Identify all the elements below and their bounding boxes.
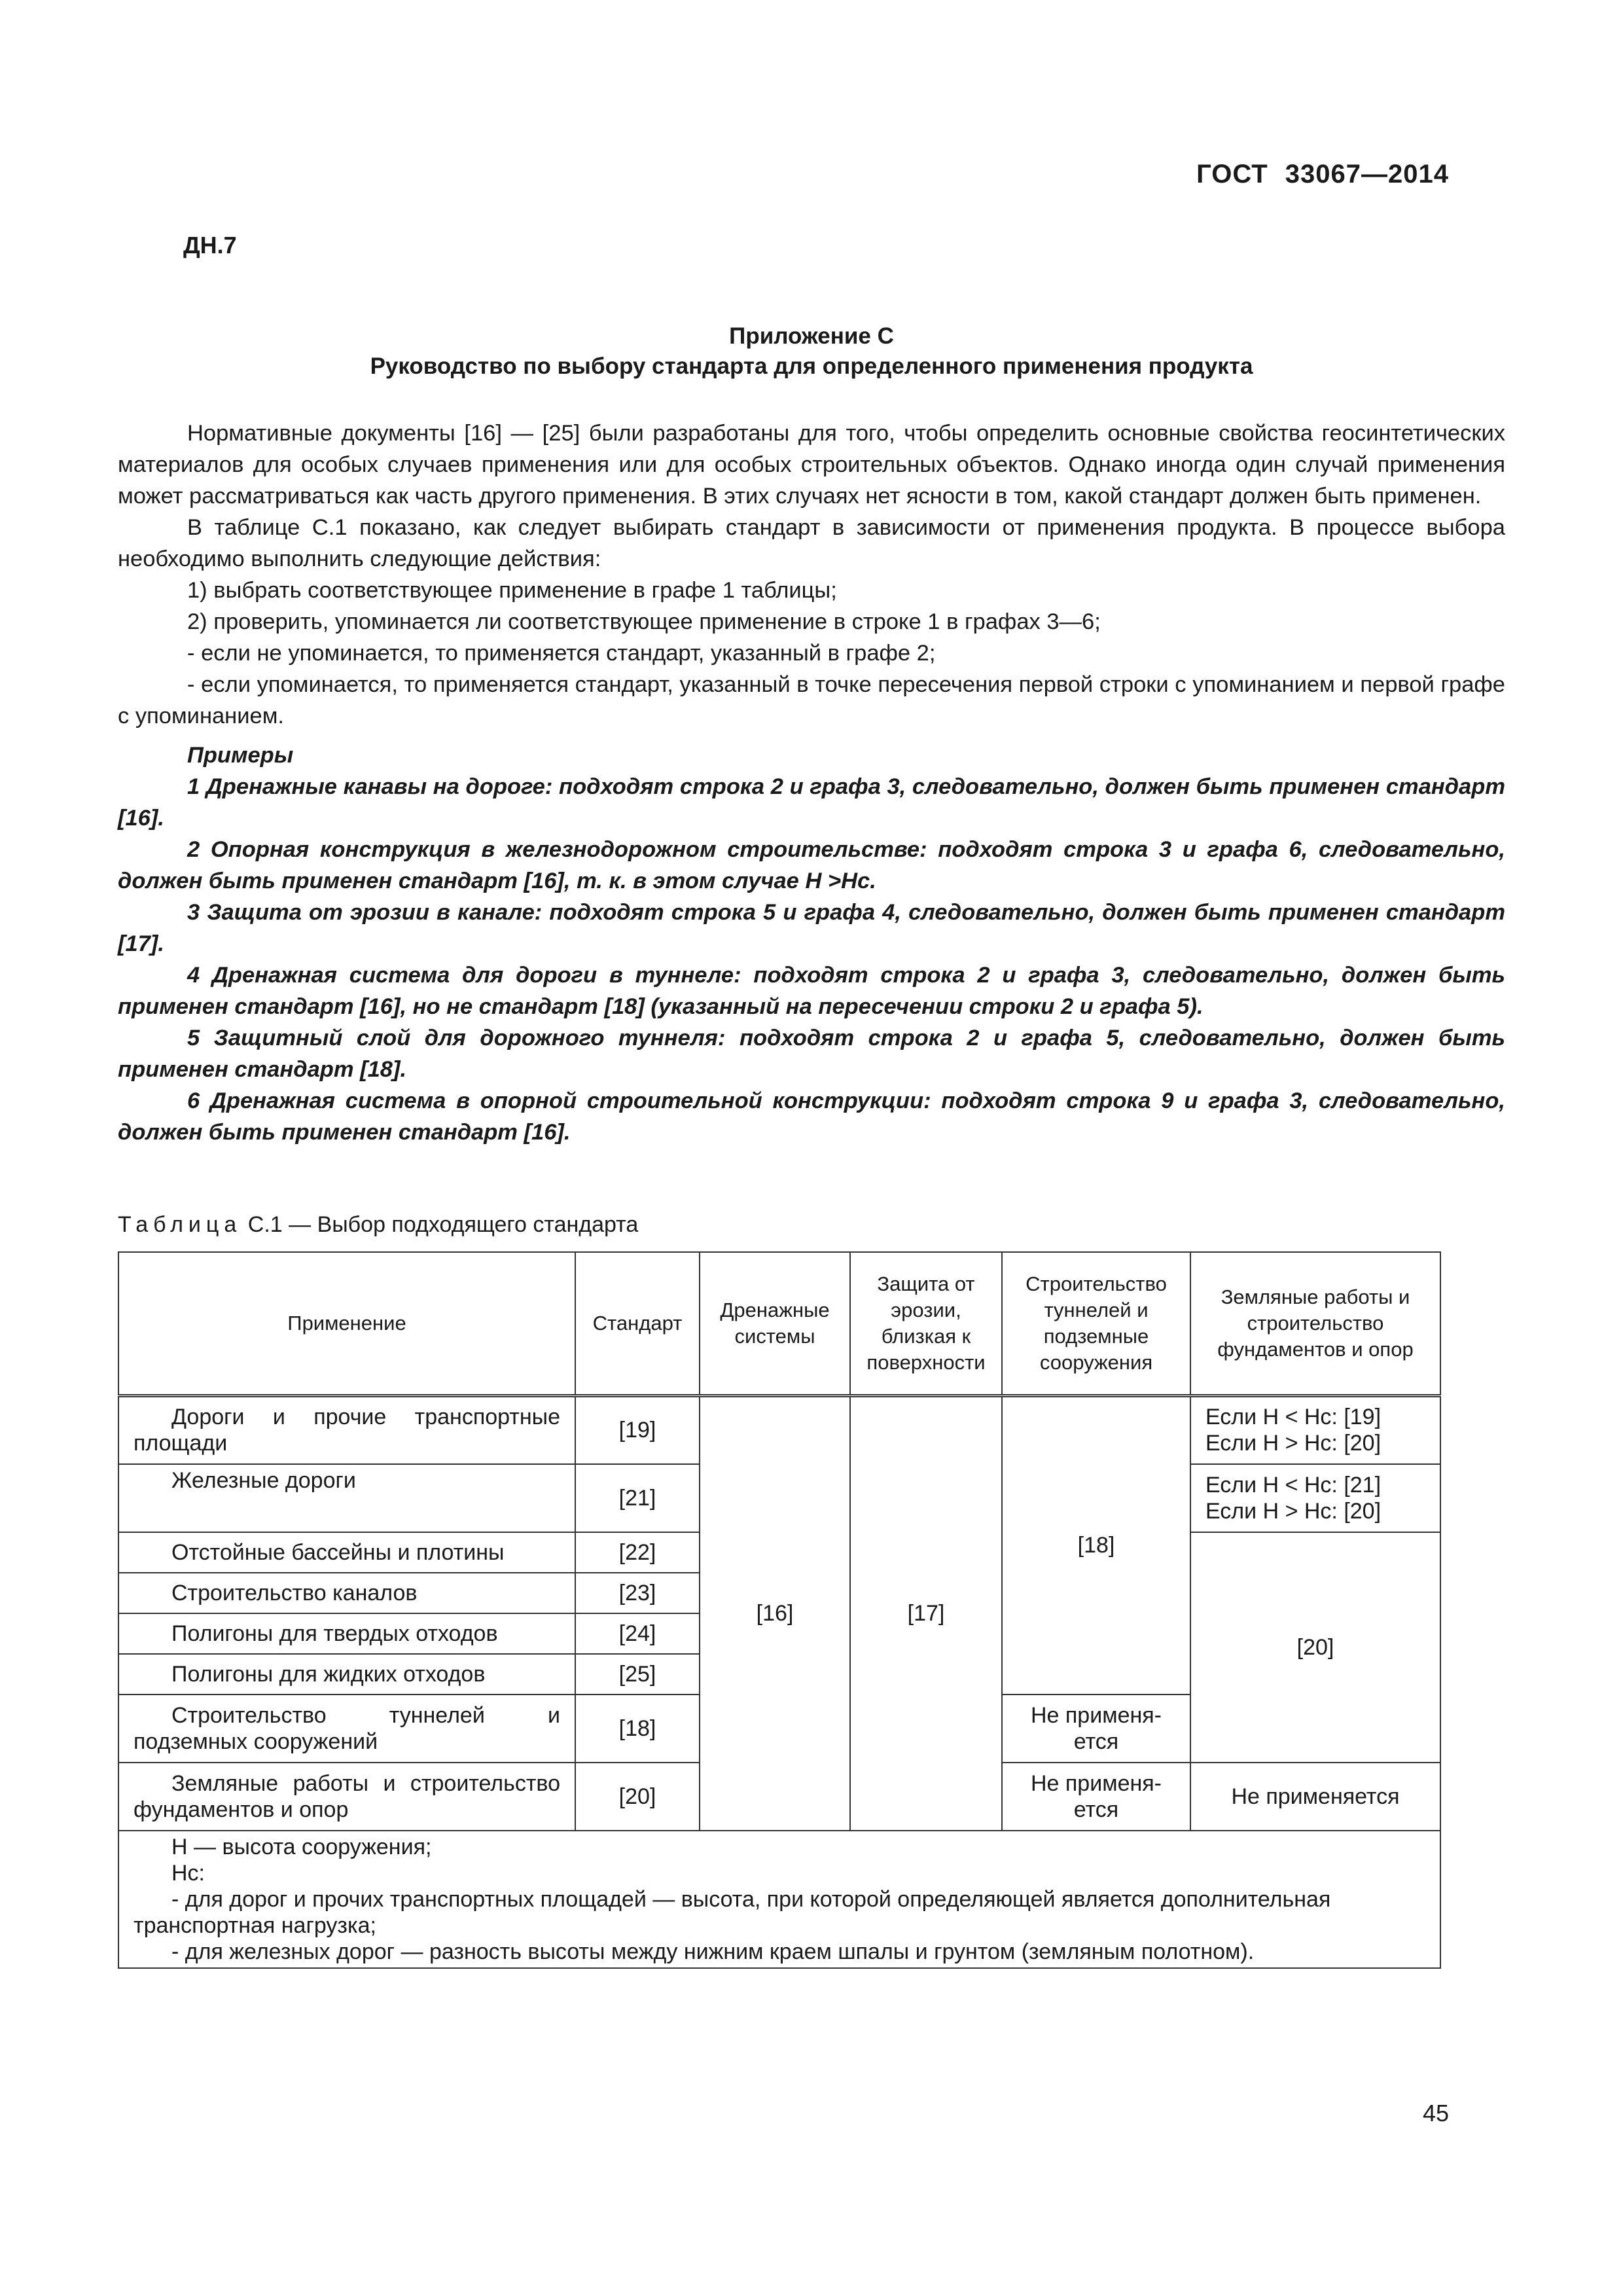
- example-item: 5 Защитный слой для дорожного туннеля: подходят строка 2 и графа 5, следовательно, должен быть применен стандарт [18].: [118, 1026, 1505, 1082]
- application-cell: Строительство каналов: [118, 1573, 575, 1613]
- condition-line: Если H > Hc: [20]: [1205, 1431, 1382, 1456]
- table-caption-text: С.1 — Выбор подходящего стандарта: [247, 1212, 639, 1237]
- application-cell: Железные дороги: [118, 1464, 575, 1532]
- example-item: 4 Дренажная система для дороги в туннеле: подходят строка 2 и графа 3, следовательно, должен быть применен стандарт [16], но не стандарт [18] (указанный на пересечении строки 2 и графа 5).: [118, 963, 1505, 1019]
- standard-cell: [18]: [575, 1695, 700, 1763]
- table-footnote: [118, 1831, 1440, 1968]
- drainage-cell: [16]: [700, 1396, 850, 1831]
- table-row: [118, 1396, 1440, 1464]
- standards-table: [118, 1251, 1441, 1969]
- application-cell: Отстойные бассейны и плотины: [118, 1532, 575, 1573]
- application-cell: Полигоны для жидких отходов: [118, 1654, 575, 1695]
- example-item: 2 Опорная конструкция в железнодорожном строительстве: подходят строка 3 и графа 6, следовательно, должен быть применен стандарт [16], т. к. в этом случае H >Hc.: [118, 837, 1505, 893]
- footnote-line: Hc:: [171, 1860, 205, 1886]
- table-header-row: [118, 1252, 1440, 1396]
- condition-cell: [1190, 1464, 1440, 1532]
- not-applicable-cell: Не применяется: [1190, 1763, 1440, 1831]
- example-item: 3 Защита от эрозии в канале: подходят строка 5 и графа 4, следовательно, должен быть применен стандарт [17].: [118, 900, 1505, 956]
- condition-line: Если H < Hc: [19]: [1205, 1405, 1382, 1430]
- appendix-subtitle: Руководство по выбору стандарта для определенного применения продукта: [370, 353, 1253, 379]
- step-item: 1) выбрать соответствующее применение в графе 1 таблицы;: [187, 578, 837, 603]
- header-tunnels: Строительство туннелей и подземные сооружения: [1002, 1252, 1190, 1396]
- header-standard: Стандарт: [575, 1252, 700, 1396]
- table-caption-label: Таблица: [118, 1212, 242, 1237]
- footnote-line: H — высота сооружения;: [171, 1834, 432, 1859]
- examples-heading: Примеры: [187, 743, 294, 768]
- standard-designation: ГОСТ 33067—2014: [1196, 160, 1449, 188]
- standard-cell: [21]: [575, 1464, 700, 1532]
- standard-cell: [24]: [575, 1613, 700, 1654]
- paragraph: В таблице С.1 показано, как следует выбирать стандарт в зависимости от применения продукта. В процессе выбора необходимо выполнить следующие действия:: [118, 515, 1505, 571]
- step-item: 2) проверить, упоминается ли соответствующее применение в строке 1 в графах 3—6;: [187, 609, 1101, 634]
- application-cell: Полигоны для твердых отходов: [118, 1613, 575, 1654]
- document-mark: ДН.7: [183, 232, 237, 259]
- appendix-title: Приложение С: [729, 323, 894, 349]
- not-applicable-cell: Не применя-ется: [1002, 1695, 1190, 1763]
- condition-line: Если H > Hc: [20]: [1205, 1498, 1382, 1524]
- not-applicable-cell: Не применя-ется: [1002, 1763, 1190, 1831]
- header-application: Применение: [118, 1252, 575, 1396]
- footnote-line: - для дорог и прочих транспортных площадей — высота, при которой определяющей является дополнительная транспортная нагрузка;: [134, 1886, 1331, 1938]
- step-item: - если упоминается, то применяется стандарт, указанный в точке пересечения первой строки с упоминанием и первой графе с упоминанием.: [118, 672, 1505, 728]
- condition-cell: [1190, 1396, 1440, 1464]
- paragraph: Нормативные документы [16] — [25] были разработаны для того, чтобы определить основные свойства геосинтетических материалов для особых случаев применения или для особых строительных объектов. Однако иногда один случай применения может рассматриваться как часть другого применения. В этих случаях нет ясности в том, какой стандарт должен быть применен.: [118, 421, 1505, 509]
- standard-cell: [22]: [575, 1532, 700, 1573]
- step-item: - если не упоминается, то применяется стандарт, указанный в графе 2;: [187, 641, 936, 666]
- standard-cell: [20]: [575, 1763, 700, 1831]
- standard-cell: [23]: [575, 1573, 700, 1613]
- example-item: 1 Дренажные канавы на дороге: подходят строка 2 и графа 3, следовательно, должен быть применен стандарт [16].: [118, 774, 1505, 831]
- example-item: 6 Дренажная система в опорной строительной конструкции: подходят строка 9 и графа 3, следовательно, должен быть применен стандарт [16].: [118, 1088, 1505, 1145]
- table-footnote-row: [118, 1831, 1440, 1968]
- condition-line: Если H < Hc: [21]: [1205, 1472, 1382, 1498]
- header-erosion: Защита от эрозии, близкая к поверхности: [850, 1252, 1002, 1396]
- standard-cell: [19]: [575, 1396, 700, 1464]
- application-cell: Земляные работы и строительство фундаментов и опор: [118, 1763, 575, 1831]
- erosion-cell: [17]: [850, 1396, 1002, 1831]
- tunnels-cell: [18]: [1002, 1396, 1190, 1695]
- application-cell: Дороги и прочие транспортные площади: [118, 1396, 575, 1464]
- body-text: [118, 418, 1505, 1148]
- earthworks-cell: [20]: [1190, 1532, 1440, 1763]
- header-earthworks: Земляные работы и строительство фундаментов и опор: [1190, 1252, 1440, 1396]
- standard-cell: [25]: [575, 1654, 700, 1695]
- header-drainage: Дренажные системы: [700, 1252, 850, 1396]
- table-caption: [118, 1212, 638, 1238]
- application-cell: Строительство туннелей и подземных сооружений: [118, 1695, 575, 1763]
- footnote-line: - для железных дорог — разность высоты между нижним краем шпалы и грунтом (земляным полотном).: [171, 1939, 1255, 1964]
- page-number: 45: [1422, 2100, 1449, 2126]
